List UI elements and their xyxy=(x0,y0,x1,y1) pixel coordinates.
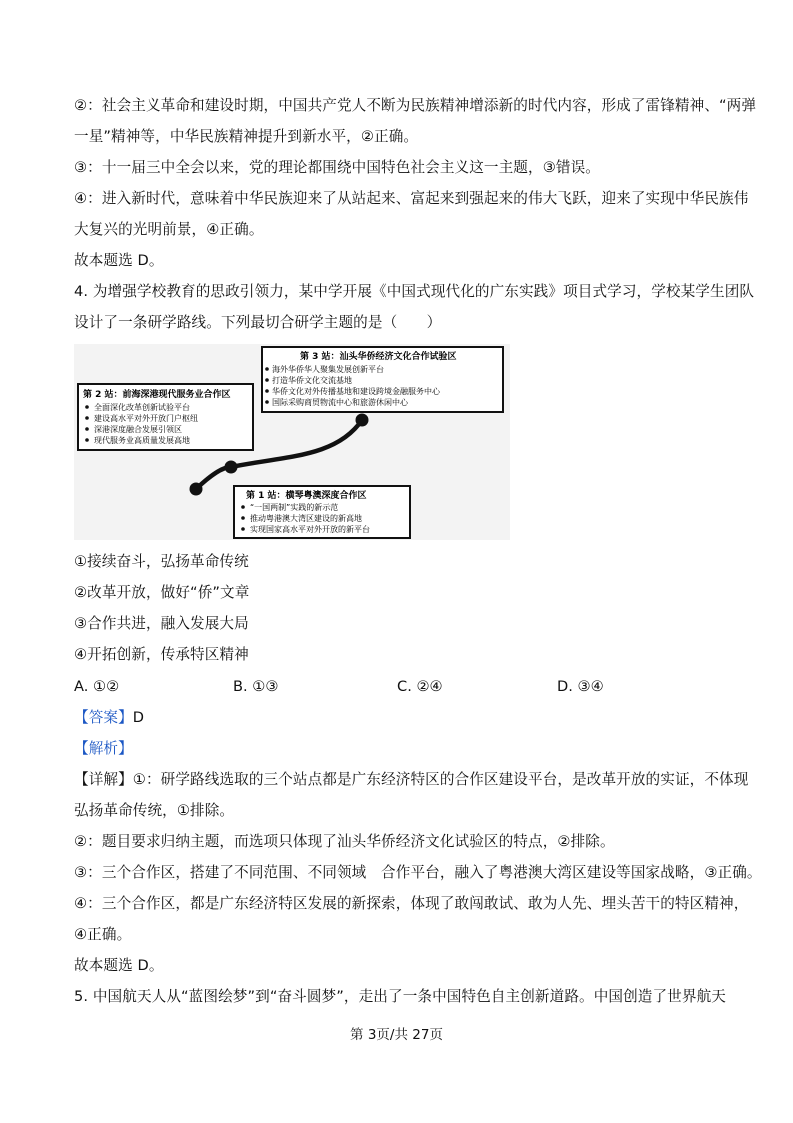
station-3-box xyxy=(262,347,503,412)
text-line: ③：十一届三中全会以来，党的理论都围绕中国特色社会主义这一主题，③错误。 xyxy=(74,159,600,176)
detail-text: ①：研学路线选取的三个站点都是广东经济特区的合作区建设平台，是改革开放的实证，不体现 xyxy=(132,771,749,788)
option-b: B. ①③ xyxy=(233,678,279,695)
route-point-3 xyxy=(356,414,369,427)
station-2-item: 现代服务业高质量发展高地 xyxy=(94,436,190,445)
statement-1: ①接续奋斗，弘扬革命传统 xyxy=(74,553,249,570)
question-4-stem: 4. 为增强学校教育的思政引领力，某中学开展《中国式现代化的广东实践》项目式学习，学校某学生团队 xyxy=(74,283,755,300)
station-1-item: 推动粤港澳大湾区建设的新高地 xyxy=(250,514,362,523)
answer-tag: 【答案】 xyxy=(74,709,133,726)
station-2-item: 建设高水平对外开放门户枢纽 xyxy=(94,414,198,423)
station-1-title: 第 1 站：横琴粤澳深度合作区 xyxy=(246,491,367,501)
text-line: 故本题选 D。 xyxy=(74,252,164,269)
detail-tag: 【详解】 xyxy=(74,771,133,788)
text-line: 一星”精神等，中华民族精神提升到新水平，②正确。 xyxy=(74,128,419,145)
station-2-box xyxy=(78,384,253,450)
text-line: ④：进入新时代，意味着中华民族迎来了从站起来、富起来到强起来的伟大飞跃，迎来了实现中华民族伟 xyxy=(74,190,749,207)
text-line: 故本题选 D。 xyxy=(74,957,164,974)
text-line: ④正确。 xyxy=(74,926,132,943)
detail-line xyxy=(74,770,748,790)
statement-4: ④开拓创新，传承特区精神 xyxy=(74,646,249,663)
option-c: C. ②④ xyxy=(397,678,443,695)
station-2-item: 深港深度融合发展引领区 xyxy=(94,425,182,434)
question-4-stem: 设计了一条研学路线。下列最切合研学主题的是（ ） xyxy=(74,314,442,331)
analysis-line xyxy=(74,739,133,759)
text-line: 弘扬革命传统，①排除。 xyxy=(74,802,235,819)
station-2-item: 全面深化改革创新试验平台 xyxy=(94,403,190,412)
option-d: D. ③④ xyxy=(557,678,604,695)
text-line: ④：三个合作区，都是广东经济特区发展的新探索，体现了敢闯敢试、敢为人先、埋头苦干的特区精神， xyxy=(74,895,749,912)
question-5-stem: 5. 中国航天人从“蓝图绘梦”到“奋斗圆梦”，走出了一条中国特色自主创新道路。中国创造了世界航天 xyxy=(74,988,726,1005)
station-2-title: 第 2 站：前海深港现代服务业合作区 xyxy=(83,390,231,400)
analysis-tag: 【解析】 xyxy=(74,740,133,757)
answer-line xyxy=(74,708,144,728)
statement-3: ③合作共进，融入发展大局 xyxy=(74,615,249,632)
station-3-item: 国际采购商贸物流中心和旅游休闲中心 xyxy=(272,398,408,407)
station-1-box xyxy=(234,486,410,538)
station-3-item: 华侨文化对外传播基地和建设跨境金融服务中心 xyxy=(272,387,440,396)
text-line: ②：题目要求归纳主题，而选项只体现了汕头华侨经济文化试验区的特点，②排除。 xyxy=(74,833,615,850)
route-map-figure xyxy=(74,344,510,540)
route-point-2 xyxy=(225,461,238,474)
option-a: A. ①② xyxy=(74,678,120,695)
route-point-1 xyxy=(190,483,203,496)
station-3-item: 打造华侨文化交流基地 xyxy=(272,376,352,385)
text-line: ③：三个合作区，搭建了不同范围、不同领域 合作平台，融入了粤港澳大湾区建设等国家战略，③正确。 xyxy=(74,864,762,881)
answer-value: D xyxy=(132,709,145,726)
station-3-title: 第 3 站：汕头华侨经济文化合作试验区 xyxy=(300,352,457,362)
text-line: 大复兴的光明前景，④正确。 xyxy=(74,221,264,238)
statement-2: ②改革开放，做好“侨”文章 xyxy=(74,584,250,601)
text-line: ②：社会主义革命和建设时期，中国共产党人不断为民族精神增添新的时代内容，形成了雷锋精神、“两弹 xyxy=(74,97,757,114)
station-1-item: 实现国家高水平对外开放的新平台 xyxy=(250,525,370,534)
page-footer: 第 3页/共 27页 xyxy=(350,1027,443,1043)
station-3-item: 海外华侨华人聚集发展创新平台 xyxy=(272,365,384,374)
station-1-item: “一国两制”实践的新示范 xyxy=(250,503,339,512)
